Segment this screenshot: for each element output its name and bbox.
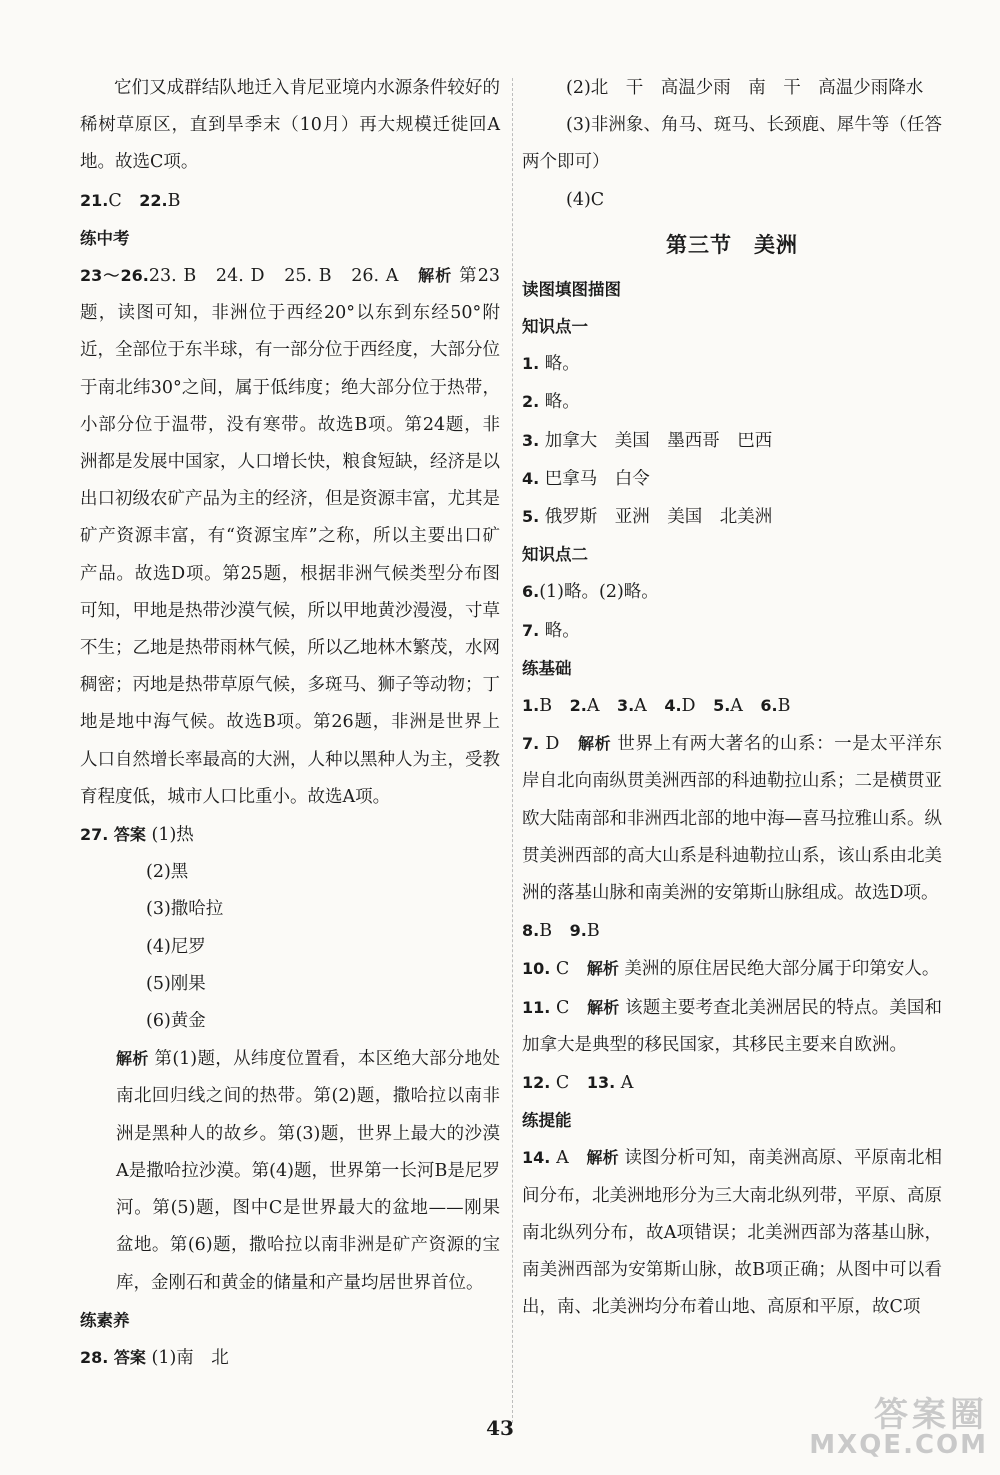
right-column <box>522 70 942 1327</box>
item-4: 4. 巴拿马 白令 <box>522 468 650 489</box>
item-5: 5. 俄罗斯 亚洲 美国 北美洲 <box>522 507 773 528</box>
answers-1-6: 1.B 2.A 3.A 4.D 5.A 6.B <box>522 696 791 717</box>
heading-lian-zhongkao: 练中考 <box>80 228 130 248</box>
answer-23-26: 23～26.23. B 24. D 25. B 26. A 解析 第23题，读图可知，非洲位于西经20°以东到东经50°附近，全部位于东半球，有一部分位于西经度，大部分位于南北纬30°之间，属于低纬度；绝大部分位于热带，小部分位于温带，没有寒带。故选B项。第24题，非洲都是发展中国家，人口增长快，粮食短缺，经济是以出口初级农矿产品为主的经济，但是资源丰富，尤其是矿产资源丰富，有“资源宝库”之称，所以主要出口矿产品。故选D项。第25题，根据非洲气候类型分布图可知，甲地是热带沙漠气候，所以甲地黄沙漫漫，寸草不生；乙地是热带雨林气候，所以乙地林木繁茂，水网稠密；丙地是热带草原气候，多斑马、狮子等动物；丁地是地中海气候。故选B项。第26题，非洲是世界上人口自然增长率最高的大洲，人种以黑种人为主，受教育程度低，城市人口比重小。故选A项。 <box>80 266 500 807</box>
answer-line-21-22: 21.C 22.B <box>80 190 181 211</box>
answer-28-4: (4)C <box>566 189 605 210</box>
heading-zhishidian-2: 知识点二 <box>522 545 588 565</box>
left-column <box>80 70 500 1377</box>
answer-11: 11. C 解析 该题主要考查北美洲居民的特点。美国和加拿大是典型的移民国家，其移民主要来自欧洲。 <box>522 997 942 1055</box>
heading-lian-suyang: 练素养 <box>80 1310 130 1330</box>
answer-27-5: (5)刚果 <box>146 973 206 994</box>
heading-lian-tineng: 练提能 <box>522 1111 572 1131</box>
answer-27-4: (4)尼罗 <box>146 936 206 957</box>
item-7: 7. 略。 <box>522 620 580 641</box>
section-title: 第三节 美洲 <box>666 232 798 257</box>
watermark-text: 答案圈 <box>874 1395 988 1435</box>
answers-12-13: 12. C 13. A <box>522 1073 634 1094</box>
answer-14: 14. A 解析 读图分析可知，南美洲高原、平原南北相间分布，北美洲地形分为三大南北纵列带，平原、高原南北纵列分布，故A项错误；北美洲西部为落基山脉，南美洲西部为安第斯山脉，故B项正确；从图中可以看出，南、北美洲均分布着山地、高原和平原，故C项 <box>522 1148 942 1318</box>
item-3: 3. 加拿大 美国 墨西哥 巴西 <box>522 430 773 451</box>
answer-28: 28. 答案 (1)南 北 <box>80 1347 229 1368</box>
item-1: 1. 略。 <box>522 354 580 375</box>
column-divider <box>512 78 513 1423</box>
answers-8-9: 8.B 9.B <box>522 921 600 942</box>
answer-27: 27. 答案 (1)热 <box>80 825 194 846</box>
heading-lian-jichu: 练基础 <box>522 658 572 678</box>
answer-27-3: (3)撒哈拉 <box>146 899 224 920</box>
heading-dutu: 读图填图描图 <box>522 279 621 299</box>
answer-27-6: (6)黄金 <box>146 1011 206 1032</box>
heading-zhishidian-1: 知识点一 <box>522 317 588 337</box>
item-6: 6.(1)略。(2)略。 <box>522 582 659 603</box>
answer-7: 7. D 解析 世界上有两大著名的山系：一是太平洋东岸自北向南纵贯美洲西部的科迪勒拉山系；二是横贯亚欧大陆南部和非洲西北部的地中海—喜马拉雅山系。纵贯美洲西部的高大山系是科迪勒拉山系，该山系由北美洲的落基山脉和南美洲的安第斯山脉组成。故选D项。 <box>522 734 942 904</box>
answer-27-2: (2)黑 <box>146 862 189 883</box>
answer-28-2: (2)北 干 高温少雨 南 干 高温少雨降水 <box>566 78 924 98</box>
analysis-27: 解析 第(1)题，从纬度位置看，本区绝大部分地处南北回归线之间的热带。第(2)题，撒哈拉以南非洲是黑种人的故乡。第(3)题，世界上最大的沙漠A是撒哈拉沙漠。第(4)题，世界第一长河B是尼罗河。第(5)题，图中C是世界最大的盆地——刚果盆地。第(6)题，撒哈拉以南非洲是矿产资源的宝库，金刚石和黄金的储量和产量均居世界首位。 <box>116 1049 500 1293</box>
answer-10: 10. C 解析 美洲的原住居民绝大部分属于印第安人。 <box>522 959 940 980</box>
item-2: 2. 略。 <box>522 392 580 413</box>
watermark-url: MXQE.COM <box>809 1430 988 1460</box>
answer-continuation: 它们又成群结队地迁入肯尼亚境内水源条件较好的稀树草原区，直到旱季末（10月）再大规模迁徙回A地。故选C项。 <box>80 78 500 173</box>
watermark-logo <box>798 1395 988 1468</box>
page-number: 43 <box>486 1416 514 1440</box>
answer-28-3: (3)非洲象、角马、斑马、长颈鹿、犀牛等（任答两个即可） <box>522 115 942 173</box>
